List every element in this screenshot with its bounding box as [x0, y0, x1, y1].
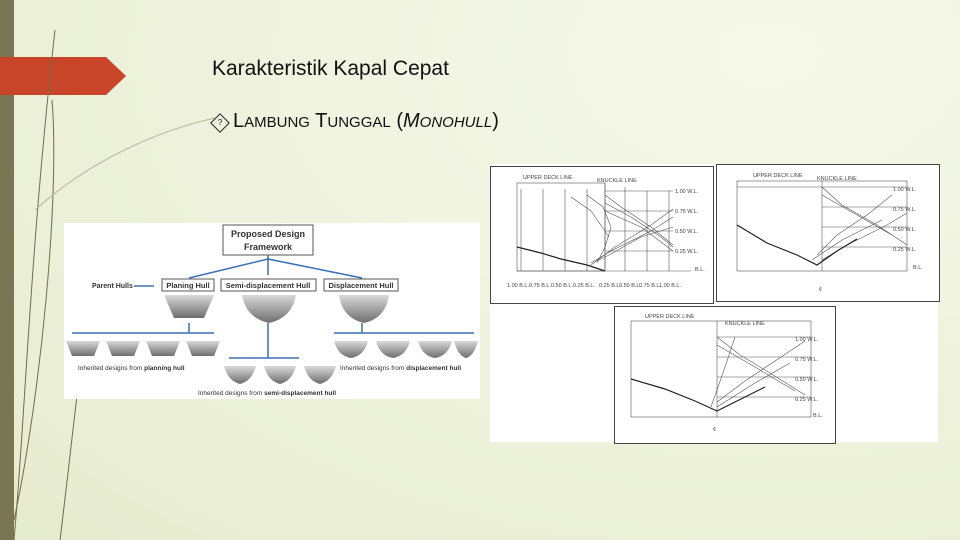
inherited-planing-label: Inherited designs from planning hull: [78, 365, 185, 372]
bl-8: 1.00 B.L.: [659, 283, 682, 289]
slide-title: Karakteristik Kapal Cepat: [212, 57, 449, 80]
bullet-lambung-tunggal: ? LAMBUNG TUNGGAL (MONOHULL): [213, 110, 499, 133]
bl-3: 0.50 B.L.: [551, 283, 574, 289]
body-plan-panel-3: [614, 306, 836, 444]
framework-title-2: Framework: [243, 242, 293, 252]
cl-label-2: ¢: [819, 287, 823, 293]
knuckle-label: KNUCKLE LINE: [597, 178, 637, 184]
bl-label-2: B.L.: [913, 265, 923, 271]
bl-label: B.L.: [695, 267, 705, 273]
bl-7: 0.75 B.L.: [639, 283, 662, 289]
wl-025-label-2: 0.25 W.L.: [893, 247, 917, 253]
wl-050-label-3: 0.50 W.L.: [795, 377, 819, 383]
wl-100-label-2: 1.00 W.L.: [893, 187, 917, 193]
bl-2: 0.75 B.L.: [529, 283, 552, 289]
diamond-question-icon: ?: [210, 113, 230, 133]
bl-5: 0.25 B.L.: [599, 283, 622, 289]
knuckle-label-3: KNUCKLE LINE: [725, 321, 765, 327]
wl-075-label-3: 0.75 W.L.: [795, 357, 819, 363]
bl-label-3: B.L.: [813, 413, 823, 419]
upper-deck-label-3: UPPER DECK LINE: [645, 314, 695, 320]
body-plan-figure: [490, 164, 938, 442]
wl-025-label: 0.25 W.L.: [675, 249, 699, 255]
cl-label-3: ¢: [713, 427, 717, 433]
upper-deck-label: UPPER DECK LINE: [523, 175, 573, 181]
wl-025-label-3: 0.25 W.L.: [795, 397, 819, 403]
wl-050-label: 0.50 W.L.: [675, 229, 699, 235]
wl-100-label-3: 1.00 W.L.: [795, 337, 819, 343]
framework-title-1: Proposed Design: [230, 229, 306, 239]
bl-4: 0.25 B.L.: [573, 283, 596, 289]
displacement-hull-label: Displacement Hull: [328, 281, 394, 290]
inherited-displacement-label: Inherited designs from displacement hull: [340, 365, 462, 372]
upper-deck-label-2: UPPER DECK LINE: [753, 173, 803, 179]
wl-075-label: 0.75 W.L.: [675, 209, 699, 215]
semi-hull-label: Semi-displacement Hull: [225, 281, 311, 290]
wl-050-label-2: 0.50 W.L.: [893, 227, 917, 233]
body-plan-panel-2: [716, 164, 940, 302]
parent-hulls-label: Parent Hulls: [92, 283, 133, 290]
wl-100-label: 1.00 W.L.: [675, 189, 699, 195]
knuckle-label-2: KNUCKLE LINE: [817, 176, 857, 182]
design-framework-figure: [64, 223, 480, 399]
body-plan-panel-1: [490, 166, 714, 304]
bl-1: 1.00 B.L.: [507, 283, 530, 289]
wl-075-label-2: 0.75 W.L.: [893, 207, 917, 213]
planing-hull-label: Planing Hull: [166, 281, 210, 290]
bl-6: 0.50 B.L.: [619, 283, 642, 289]
inherited-semi-label: Inherited designs from semi-displacement hull: [198, 390, 337, 397]
